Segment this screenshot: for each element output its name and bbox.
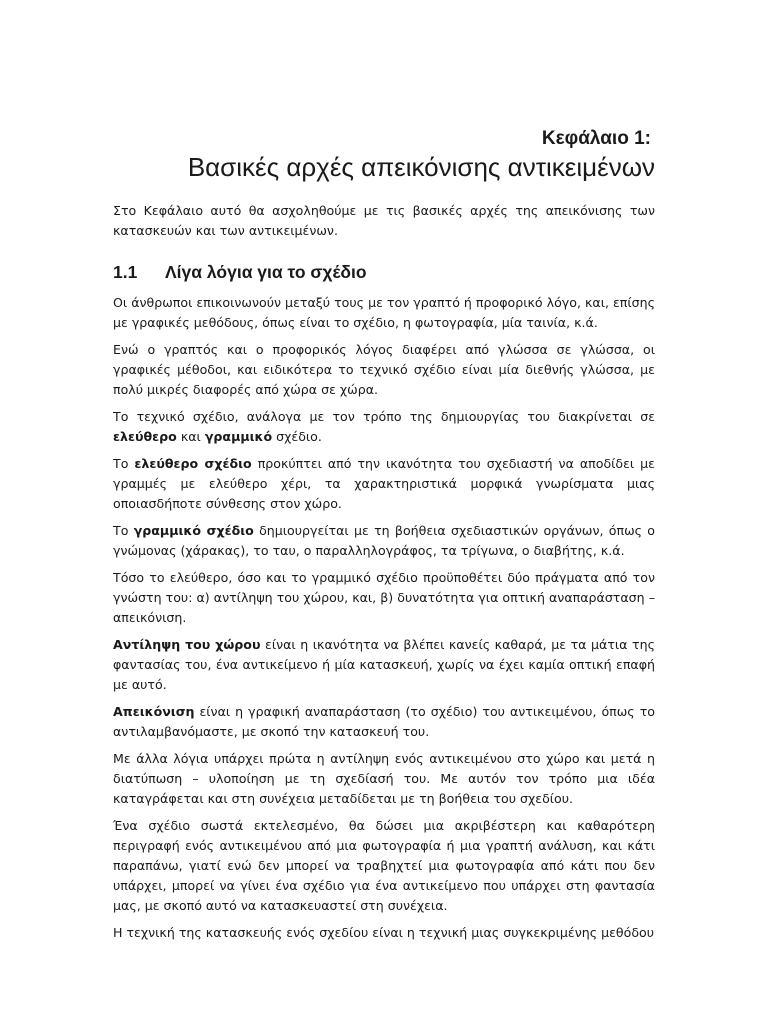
chapter-title: Βασικές αρχές απεικόνισης αντικειμένων bbox=[187, 152, 655, 182]
p7-text-c: είναι η ικανότητα να βλέπει κανείς καθαρά, με τα μάτια της φαντασίας του, ένα αντικείμενο ή μία κατασκευή, χωρίς να έχει καμία οπτική επαφή με αυτό. bbox=[113, 637, 655, 692]
section-heading bbox=[113, 261, 655, 283]
p5-text-c: δημιουργείται με τη βοήθεια σχεδιαστικών οργάνων, όπως ο γνώμονας (χάρακας), το ταυ, ο παραλληλογράφος, τα τρίγωνα, ο διαβήτης, κ.ά. bbox=[113, 523, 656, 558]
paragraph-6: Τόσο το ελεύθερο, όσο και το γραμμικό σχέδιο προϋποθέτει δύο πράγματα από τον γνώστη του: α) αντίληψη του χώρου, και, β) δυνατότητα για οπτική αναπαράσταση – απεικόνιση. bbox=[113, 570, 655, 625]
intro-paragraph: Στο Κεφάλαιο αυτό θα ασχοληθούμε με τις βασικές αρχές της απεικόνισης των κατασκευών και των αντικειμένων. bbox=[113, 203, 655, 238]
term-free-sketch: ελεύθερο σχέδιο bbox=[134, 456, 252, 471]
p3-text-c: και bbox=[176, 429, 205, 444]
chapter-label: Κεφάλαιο 1: bbox=[541, 128, 651, 149]
paragraph-10: Ένα σχέδιο σωστά εκτελεσμένο, θα δώσει μια ακριβέστερη και καθαρότερη περιγραφή ενός αντικειμένου από μια φωτογραφία ή μια γραπτή ανάλυση, και κάτι παραπάνω, γιατί ενώ δεν μπορεί να τραβηχτεί μια φωτογραφία από κάτι που δεν υπάρχει, μπορεί να γίνει ένα σχέδιο για ένα αντικείμενο που υπάρχει στη φαντασία μας, με σκοπό αυτό να κατασκευαστεί στη συνέχεια. bbox=[113, 818, 655, 913]
term-line-drawing: γραμμικό bbox=[204, 429, 273, 444]
section-number: 1.1 bbox=[113, 262, 138, 282]
p5-text-a: Το bbox=[113, 523, 134, 538]
p8-text-c: είναι η γραφική αναπαράσταση (το σχέδιο) του αντικειμένου, όπως το αντιλαμβανόμαστε, με σκοπό την κατασκευή του. bbox=[113, 704, 655, 739]
p4-text-a: Το bbox=[113, 456, 135, 471]
paragraph-8 bbox=[113, 702, 655, 742]
p3-text-a: Το τεχνικό σχέδιο, ανάλογα με τον τρόπο της δημιουργίας του διακρίνεται σε bbox=[113, 409, 655, 424]
paragraph-3 bbox=[113, 407, 655, 447]
paragraph-7 bbox=[113, 635, 655, 695]
paragraph-11: Η τεχνική της κατασκευής ενός σχεδίου είναι η τεχνική μιας συγκεκριμένης μεθόδου bbox=[113, 925, 655, 940]
p3-text-d: σχέδιο. bbox=[272, 429, 322, 444]
term-spatial-perception: Αντίληψη του χώρου bbox=[113, 637, 261, 652]
term-free-drawing: ελεύθερο bbox=[113, 429, 177, 444]
paragraph-1: Οι άνθρωποι επικοινωνούν μεταξύ τους με τον γραπτό ή προφορικό λόγο, και, επίσης με γραφικές μεθόδους, όπως είναι το σχέδιο, η φωτογραφία, μία ταινία, κ.ά. bbox=[113, 295, 655, 330]
paragraph-2: Ενώ ο γραπτός και ο προφορικός λόγος διαφέρει από γλώσσα σε γλώσσα, οι γραφικές μέθοδοι, και ειδικότερα το τεχνικό σχέδιο είναι μία διεθνής γλώσσα, με πολύ μικρές διαφορές από χώρα σε χώρα. bbox=[113, 342, 655, 397]
paragraph-9: Με άλλα λόγια υπάρχει πρώτα η αντίληψη ενός αντικειμένου στο χώρο και μετά η διατύπωση – υλοποίηση με τη σχεδίασή του. Με αυτόν τον τρόπο μια ιδέα καταγράφεται και στη συνέχεια μεταδίδεται με τη βοήθεια του σχεδίου. bbox=[113, 751, 655, 806]
term-line-sketch: γραμμικό σχέδιο bbox=[133, 523, 254, 538]
term-depiction: Απεικόνιση bbox=[113, 704, 195, 719]
paragraph-5 bbox=[113, 521, 655, 561]
paragraph-4 bbox=[113, 454, 655, 514]
document-page bbox=[113, 128, 655, 943]
p4-text-c: προκύπτει από την ικανότητα του σχεδιαστή να αποδίδει με γραμμές με ελεύθερο χέρι, τα χαρακτηριστικά μορφικά γνωρίσματα μιας οποιασδήποτε σύνθεσης στον χώρο. bbox=[113, 456, 655, 511]
section-title: Λίγα λόγια για το σχέδιο bbox=[165, 262, 367, 282]
